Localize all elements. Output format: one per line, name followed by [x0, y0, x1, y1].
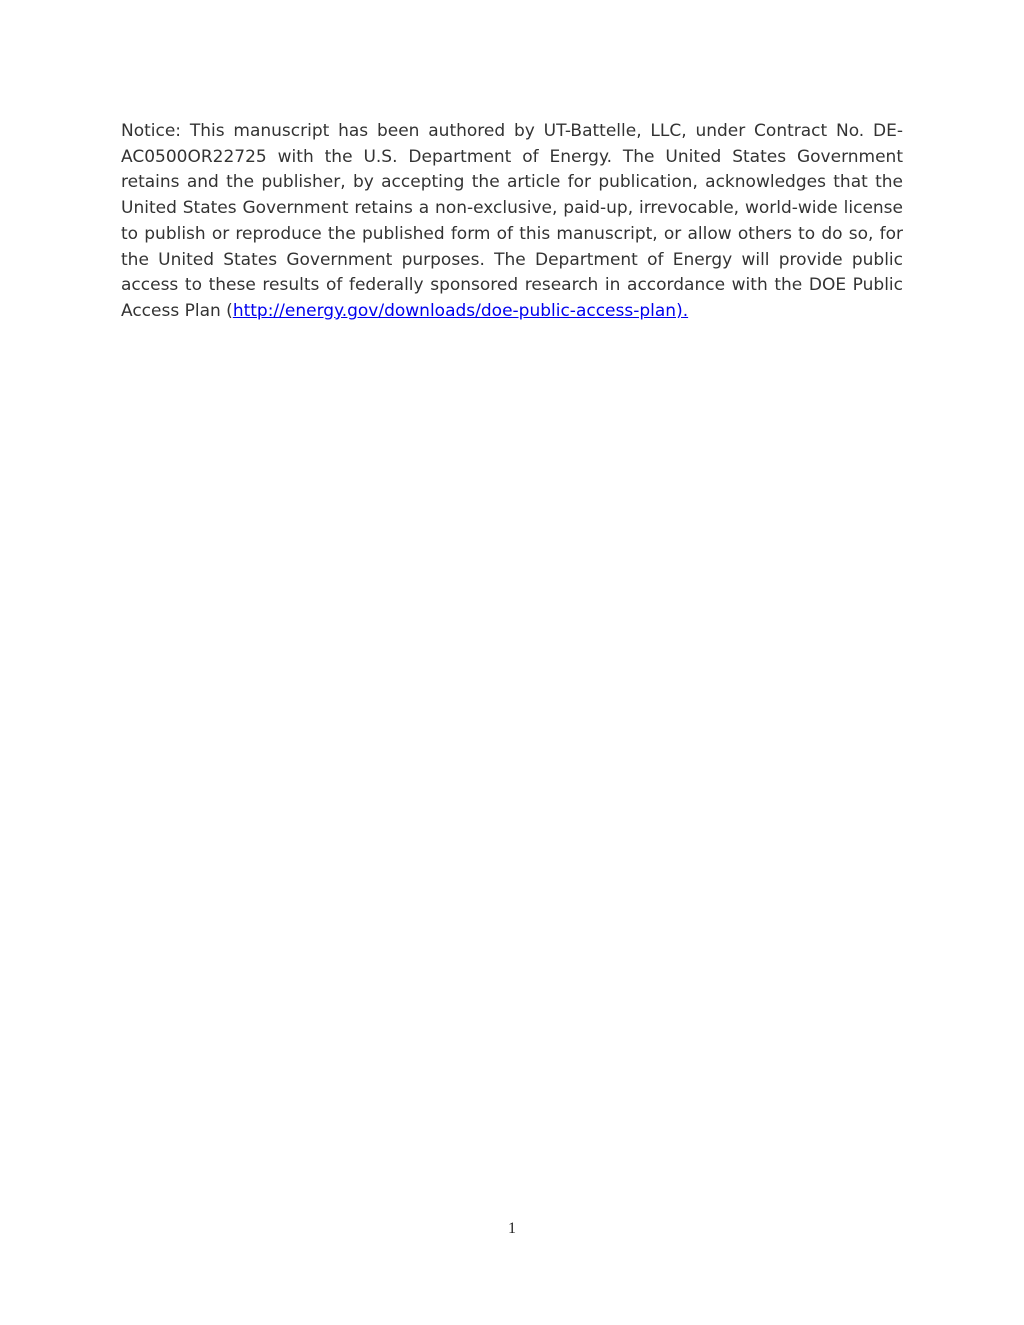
notice-text: Notice: This manuscript has been authored by UT-Battelle, LLC, under Contract No. DE-AC0500OR22725 with the U.S. Department of Energy. The United States Government retains and the publisher, by accepting the article for publication, acknowledges that the United States Government retains a non-exclusive, paid-up, irrevocable, world-wide license to publish or reproduce the published form of this manuscript, or allow others to do so, for the United States Government purposes. The Department of Energy will provide public access to these results of federally sponsored research in accordance with the DOE Public Access Plan (: [121, 121, 903, 321]
doe-public-access-plan-link[interactable]: http://energy.gov/downloads/doe-public-access-plan).: [232, 300, 689, 321]
notice-paragraph: [121, 119, 903, 325]
page-number: 1: [508, 1220, 516, 1237]
